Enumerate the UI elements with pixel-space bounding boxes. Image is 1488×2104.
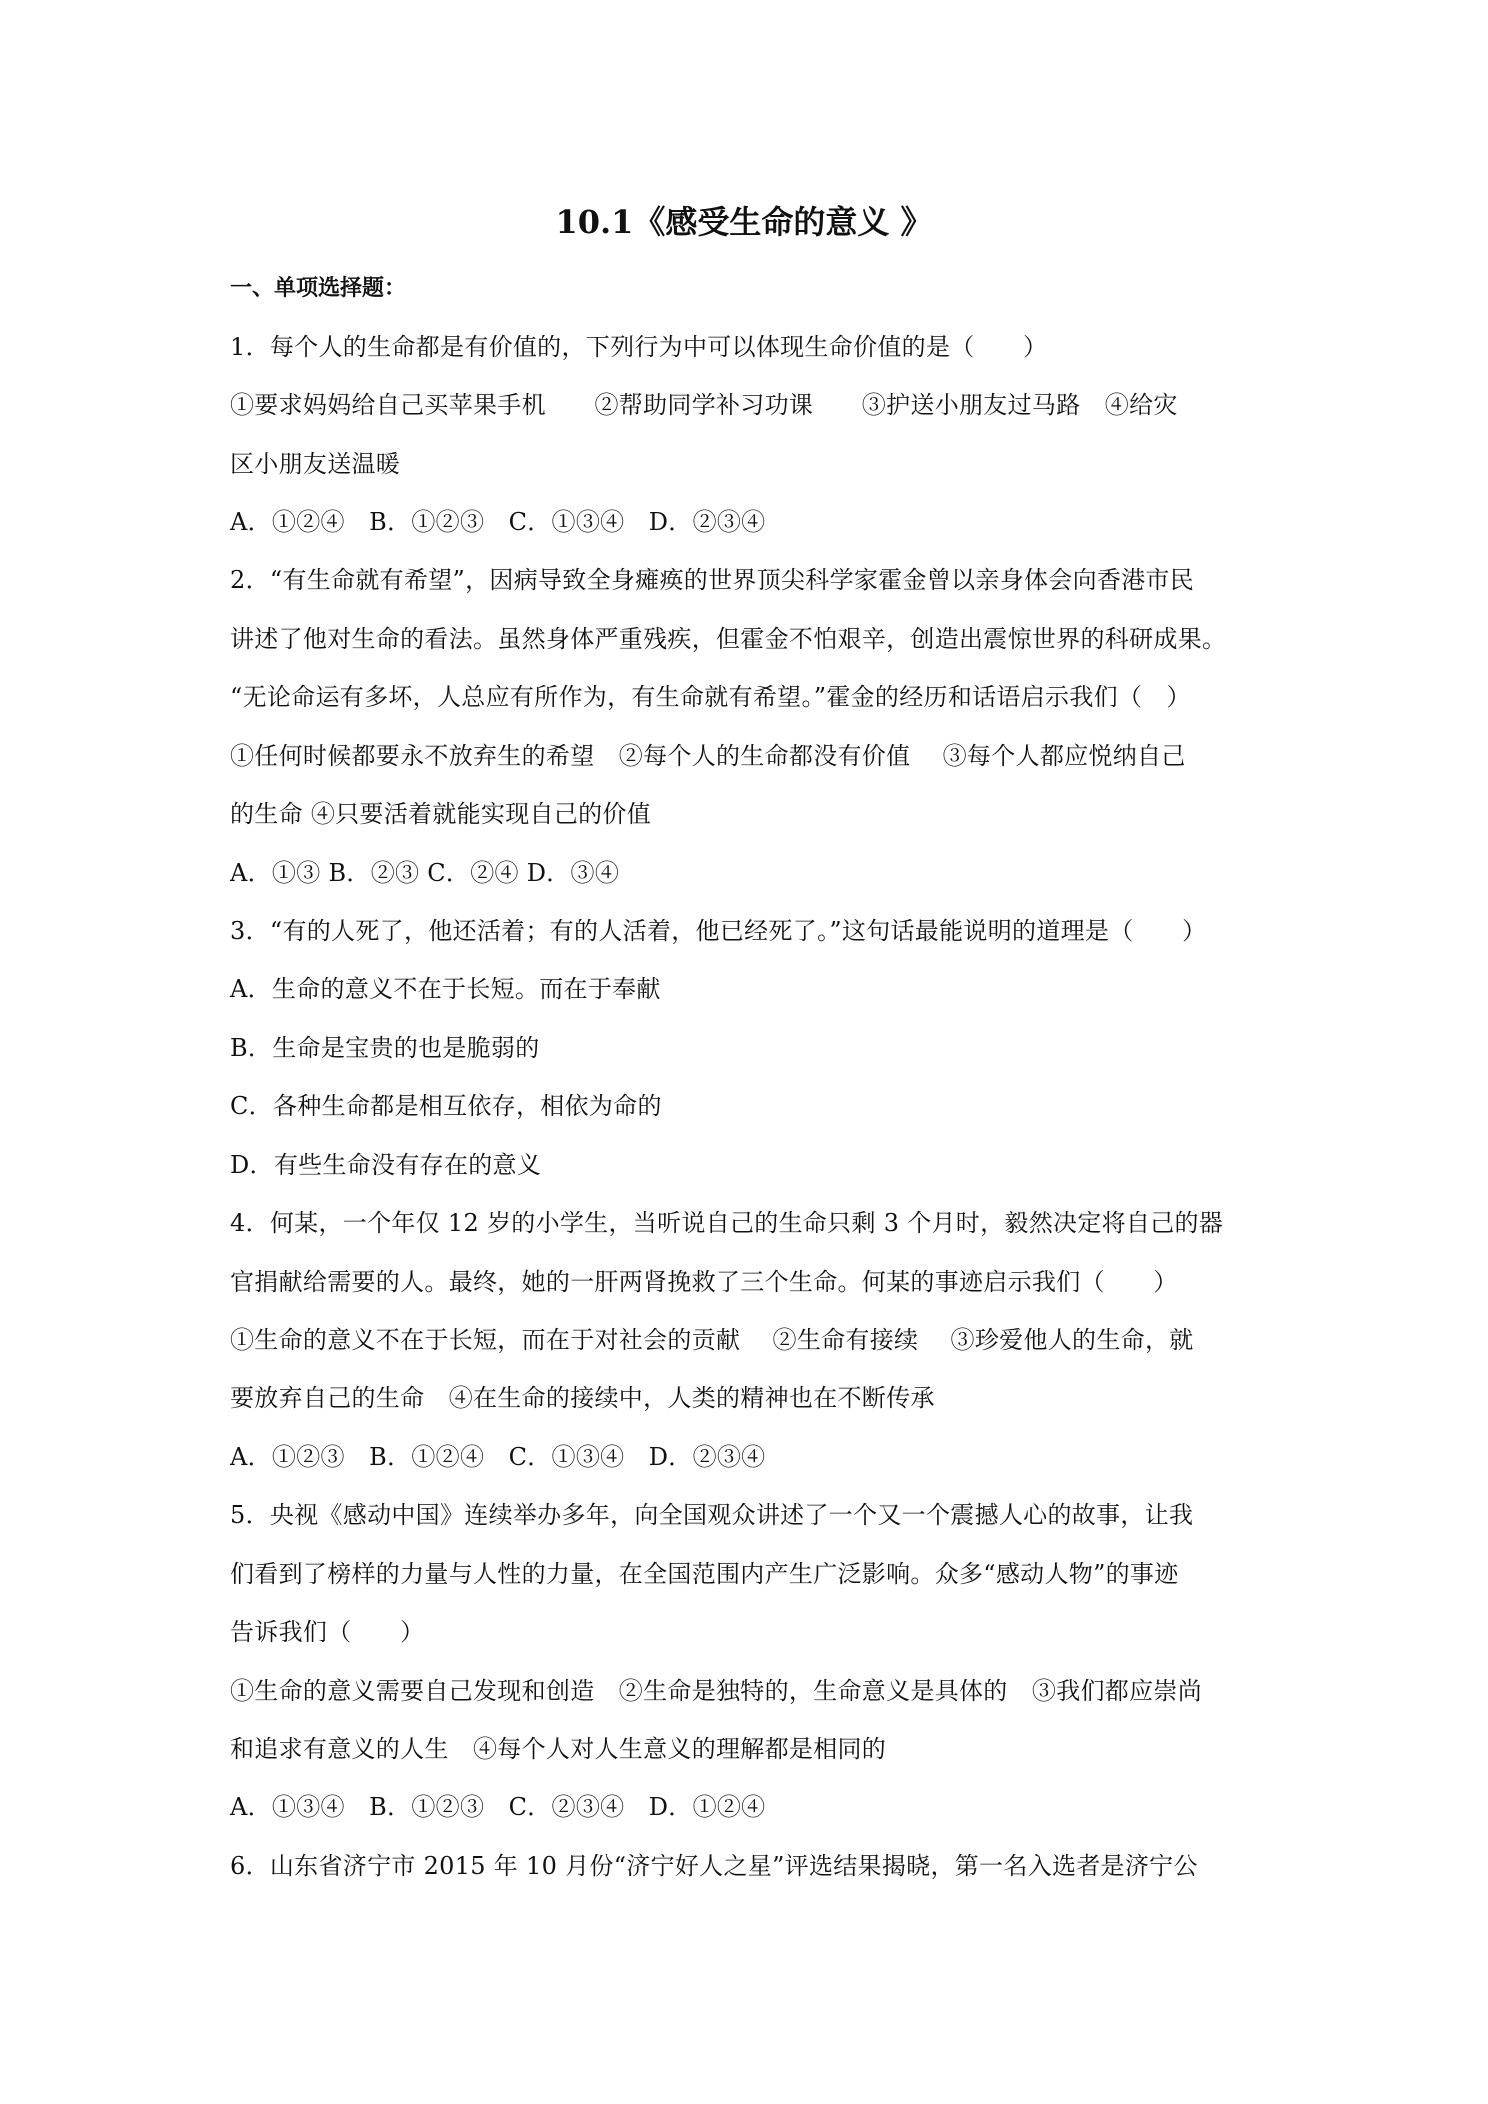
question-1-stem: 1．每个人的生命都是有价值的，下列行为中可以体现生命价值的是（ ） [230,333,1048,361]
question-2-stem-line-2: 讲述了他对生命的看法。虽然身体严重残疾，但霍金不怕艰辛，创造出震惊世界的科研成果。 [230,625,1227,653]
question-4-stem-line-1: 4．何某，一个年仅 12 岁的小学生，当听说自己的生命只剩 3 个月时，毅然决定将自己的器 [230,1209,1224,1237]
question-2-stem-line-3: “无论命运有多坏，人总应有所作为，有生命就有希望。”霍金的经历和话语启示我们（ ） [230,683,1191,711]
question-6-stem-line-1: 6．山东省济宁市 2015 年 10 月份“济宁好人之星”评选结果揭晓，第一名入选者是济宁公 [230,1852,1198,1880]
question-1-statements-line-1: ①要求妈妈给自己买苹果手机 ②帮助同学补习功课 ③护送小朋友过马路 ④给灾 [230,391,1178,419]
question-4-options: A．①②③ B．①②④ C．①③④ D．②③④ [230,1443,766,1471]
question-4-stem-line-2: 官捐献给需要的人。最终，她的一肝两肾挽救了三个生命。何某的事迹启示我们（ ） [230,1268,1178,1296]
question-5-statements-line-1: ①生命的意义需要自己发现和创造 ②生命是独特的，生命意义是具体的 ③我们都应崇尚 [230,1677,1202,1705]
question-2-stem-line-1: 2．“有生命就有希望”，因病导致全身瘫痪的世界顶尖科学家霍金曾以亲身体会向香港市民 [230,566,1195,594]
question-3-option-c: C．各种生命都是相互依存，相依为命的 [230,1092,662,1120]
question-2-statements-line-1: ①任何时候都要永不放弃生的希望 ②每个人的生命都没有价值 ③每个人都应悦纳自己 [230,742,1186,770]
question-1-statements-line-2: 区小朋友送温暖 [230,450,401,478]
question-3-option-a: A．生命的意义不在于长短。而在于奉献 [230,975,661,1003]
question-4-statements-line-1: ①生命的意义不在于长短，而在于对社会的贡献 ②生命有接续 ③珍爱他人的生命，就 [230,1326,1194,1354]
question-3-option-b: B．生命是宝贵的也是脆弱的 [230,1034,540,1062]
question-5-options: A．①③④ B．①②③ C．②③④ D．①②④ [230,1793,766,1821]
question-3-option-d: D．有些生命没有存在的意义 [230,1151,542,1179]
page-title: 10.1《感受生命的意义 》 [555,203,933,241]
section-heading: 一、单项选择题： [230,275,407,301]
question-2-options: A．①③ B．②③ C．②④ D．③④ [230,859,620,887]
question-4-statements-line-2: 要放弃自己的生命 ④在生命的接续中，人类的精神也在不断传承 [230,1384,935,1412]
question-3-stem: 3．“有的人死了，他还活着；有的人活着，他已经死了。”这句话最能说明的道理是（ ） [230,917,1207,945]
question-1-options: A．①②④ B．①②③ C．①③④ D．②③④ [230,508,766,536]
question-5-stem-line-2: 们看到了榜样的力量与人性的力量，在全国范围内产生广泛影响。众多“感动人物”的事迹 [230,1560,1179,1588]
question-5-statements-line-2: 和追求有意义的人生 ④每个人对人生意义的理解都是相同的 [230,1735,887,1763]
question-5-stem-line-1: 5．央视《感动中国》连续举办多年，向全国观众讲述了一个又一个震撼人心的故事，让我 [230,1501,1194,1529]
question-5-stem-line-3: 告诉我们（ ） [230,1618,425,1646]
question-2-statements-line-2: 的生命 ④只要活着就能实现自己的价值 [230,800,652,828]
